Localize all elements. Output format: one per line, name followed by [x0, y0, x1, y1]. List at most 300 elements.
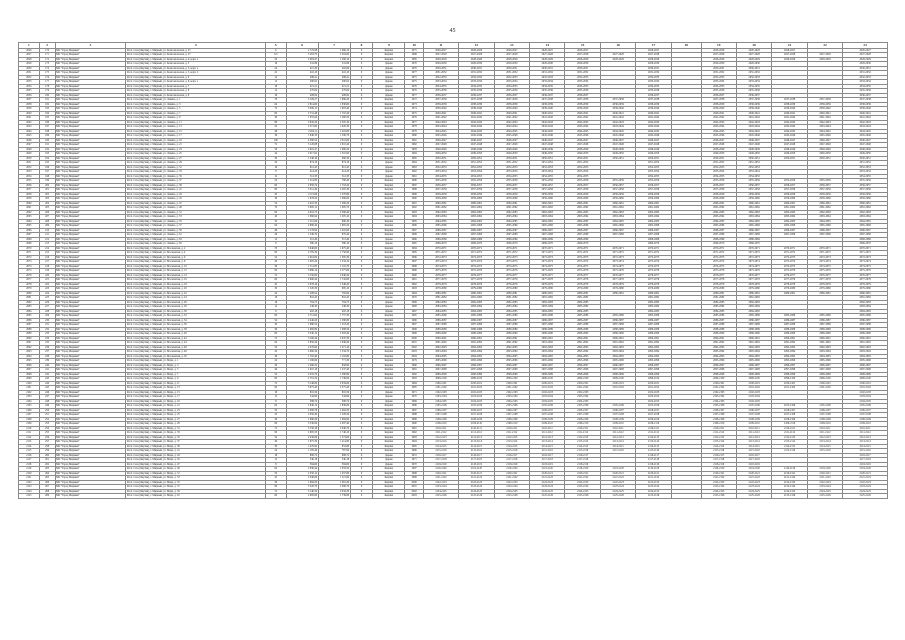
table-cell: 36 [265, 354, 286, 359]
table-cell: 2118-2119 [459, 462, 494, 467]
table-cell: 2102-2103 [459, 390, 494, 395]
table-cell: Дерево [373, 462, 405, 467]
table-cell: 2123-2124 [530, 485, 565, 490]
table-cell: 2040-2041 [807, 111, 842, 116]
table-cell: 2114-2115 [423, 444, 458, 449]
table-cell: 2069-2070 [736, 242, 771, 247]
table-cell: 2118-2119 [565, 462, 600, 467]
table-cell: 172 [39, 57, 55, 62]
table-cell: 2109-2110 [843, 422, 888, 427]
table-cell: 2058-2059 [459, 192, 494, 197]
table-cell: 244 [39, 381, 55, 386]
table-cell: 2048-2049 [600, 147, 635, 152]
table-cell: 1 185,40 [286, 449, 318, 454]
table-cell: 2121-2122 [459, 476, 494, 481]
table-cell: 2028-2029 [530, 57, 565, 62]
table-cell: 2121-2122 [600, 476, 635, 481]
table-cell: 2076-2077 [565, 273, 600, 278]
table-cell: 2120-2121 [772, 471, 807, 476]
table-cell: 2048-2049 [459, 147, 494, 152]
table-cell: МО "Город Мирный" [55, 89, 126, 94]
table-cell: 2028-2029 [423, 57, 458, 62]
table-cell: 0 [350, 215, 373, 220]
table-cell: 2062-2063 [565, 210, 600, 215]
table-cell: 415,21 [318, 84, 350, 89]
table-cell: 2046-2047 [423, 138, 458, 143]
table-cell: Кирпич [373, 201, 405, 206]
table-cell: МО "Город Мирный" [55, 188, 126, 193]
table-cell: 2096-2097 [600, 363, 635, 368]
table-cell: Респ. Саха (Якутия), г. Мирный, ул. Комсомольская, д. 6 [126, 75, 265, 80]
table-cell: 2067-2068 [736, 233, 771, 238]
table-cell: 2109-2110 [600, 422, 635, 427]
table-cell: 1 110,70 [318, 264, 350, 269]
table-cell: 2060 [19, 201, 40, 206]
table-cell: 2 040,66 [286, 476, 318, 481]
table-cell: 2125-2126 [772, 494, 807, 499]
column-header: 10 [405, 43, 423, 49]
table-cell: 2035-2036 [636, 89, 671, 94]
table-cell: 0 [350, 282, 373, 287]
table-cell: 0 [350, 156, 373, 161]
table-cell: 2056-2057 [843, 183, 888, 188]
table-cell: 1 718,20 [318, 183, 350, 188]
table-cell: 1987 [405, 408, 423, 413]
table-cell: 0 [350, 417, 373, 422]
table-cell: 2 410,35 [286, 201, 318, 206]
table-cell: 1 290,10 [318, 57, 350, 62]
table-cell: МО "Город Мирный" [55, 435, 126, 440]
table-cell: 2091-2092 [843, 341, 888, 346]
table-cell: 2091-2092 [736, 341, 771, 346]
table-cell: 2117-2118 [843, 458, 888, 463]
table-cell: 2102-2103 [423, 390, 458, 395]
table-cell: 2074-2075 [772, 264, 807, 269]
table-cell: 2073-2074 [565, 260, 600, 265]
table-cell: 190 [39, 138, 55, 143]
table-cell: 2070-2071 [530, 246, 565, 251]
table-cell: 2097-2098 [701, 368, 736, 373]
table-cell: 2051-2052 [843, 161, 888, 166]
table-cell: 0 [350, 201, 373, 206]
table-cell: 2067-2068 [636, 233, 671, 238]
table-cell: 1993 [405, 210, 423, 215]
table-cell: Кирпич [373, 354, 405, 359]
table-cell: 2112-2113 [565, 435, 600, 440]
table-cell: 36 [265, 264, 286, 269]
table-cell: 2031 [19, 71, 40, 76]
table-cell: Кирпич [373, 48, 405, 53]
table-cell: 2092-2093 [530, 345, 565, 350]
table-cell: 2092-2093 [459, 345, 494, 350]
table-cell: МО "Город Мирный" [55, 291, 126, 296]
table-cell: 0 [350, 84, 373, 89]
table-cell: 2068-2069 [843, 237, 888, 242]
table-cell: 100 [265, 138, 286, 143]
column-header: 11 [423, 43, 458, 49]
table-cell: 2 017,62 [286, 152, 318, 157]
table-cell: Кирпич [373, 345, 405, 350]
table-cell: 2037-2038 [807, 98, 842, 103]
table-cell: 2115-2116 [807, 449, 842, 454]
table-cell: 2026 [19, 48, 40, 53]
table-cell: Респ. Саха (Якутия), г. Мирный, ул. Ленина, д. 21 [126, 143, 265, 148]
table-cell: 2 705,30 [286, 251, 318, 256]
table-cell: 2 040,20 [318, 273, 350, 278]
table-cell: 2057-2058 [636, 188, 671, 193]
table-cell: 2 725,98 [286, 48, 318, 53]
table-cell: 2114-2115 [530, 444, 565, 449]
table-cell: 2097-2098 [772, 368, 807, 373]
table-cell: 2110-2111 [600, 426, 635, 431]
table-cell: 2073-2074 [459, 260, 494, 265]
table-cell: МО "Город Мирный" [55, 350, 126, 355]
table-cell: 548,30 [286, 305, 318, 310]
table-cell: 0 [350, 309, 373, 314]
table-cell: 90 [265, 210, 286, 215]
table-cell: 2081-2082 [636, 296, 671, 301]
table-cell: 2051-2052 [565, 161, 600, 166]
table-cell: 2093-2094 [565, 350, 600, 355]
table-cell: 1 560,20 [318, 201, 350, 206]
table-cell: 0 [350, 206, 373, 211]
table-cell: 200 [39, 183, 55, 188]
table-cell: 2103-2104 [843, 395, 888, 400]
table-cell: 1989 [405, 269, 423, 274]
table-cell: 2102-2103 [636, 390, 671, 395]
table-cell: 1 260,50 [318, 116, 350, 121]
table-cell: 2104-2105 [459, 399, 494, 404]
table-cell: 2079-2080 [459, 287, 494, 292]
table-cell: 2 610,47 [286, 147, 318, 152]
table-cell: 2100-2101 [494, 381, 529, 386]
table-cell: 0 [350, 152, 373, 157]
table-cell: 2043-2044 [565, 125, 600, 130]
table-cell: 229 [39, 314, 55, 319]
table-cell: 2062-2063 [772, 210, 807, 215]
table-cell: Кирпич [373, 192, 405, 197]
table-cell: 2087-2088 [772, 323, 807, 328]
table-cell: 2114-2115 [494, 444, 529, 449]
table-cell: 2083-2084 [636, 305, 671, 310]
table-cell: 2039-2040 [423, 107, 458, 112]
table-cell: 0 [350, 93, 373, 98]
table-cell: 2066-2067 [565, 228, 600, 233]
table-cell: 16 [265, 300, 286, 305]
table-cell: 2120-2121 [530, 471, 565, 476]
table-cell: 2039-2040 [843, 107, 888, 112]
table-cell: 2069-2070 [701, 242, 736, 247]
table-cell: 2040-2041 [459, 111, 494, 116]
table-cell: 233 [39, 332, 55, 337]
table-cell: 2027-2028 [494, 53, 529, 58]
table-cell: 2115-2116 [494, 449, 529, 454]
table-cell: 2 060,34 [286, 350, 318, 355]
column-header: 1 [19, 43, 40, 49]
table-cell: 2099-2100 [459, 377, 494, 382]
table-cell: Респ. Саха (Якутия), г. Мирный, ул. Московская, д. 44 [126, 341, 265, 346]
table-cell: 2106-2107 [807, 408, 842, 413]
table-cell: 2043-2044 [494, 125, 529, 130]
table-cell: 2027-2028 [701, 53, 736, 58]
table-cell: 2065-2066 [600, 224, 635, 229]
table-cell: 2066-2067 [494, 228, 529, 233]
table-cell: 2050-2051 [600, 156, 635, 161]
table-cell: Респ. Саха (Якутия), г. Мирный, ул. Московская, д. 8 [126, 260, 265, 265]
table-cell: 2057-2058 [843, 188, 888, 193]
table-cell: 2075-2076 [843, 269, 888, 274]
table-cell: 208 [39, 219, 55, 224]
table-cell: 2057-2058 [494, 188, 529, 193]
table-cell: 1992 [405, 206, 423, 211]
table-cell: 121 [265, 53, 286, 58]
table-cell: 2118-2119 [843, 462, 888, 467]
table-cell: 80 [265, 188, 286, 193]
table-cell: 2091-2092 [494, 341, 529, 346]
table-cell: 2105-2106 [494, 404, 529, 409]
table-cell: 2116-2117 [459, 453, 494, 458]
table-cell: 2109 [19, 422, 40, 427]
table-cell: Кирпич [373, 440, 405, 445]
table-cell: 2122 [19, 480, 40, 485]
table-cell: 2003 [405, 494, 423, 499]
table-cell: 2087-2088 [459, 323, 494, 328]
table-cell: 540,18 [286, 458, 318, 463]
table-cell: 183 [39, 107, 55, 112]
table-cell: 2030-2031 [843, 66, 888, 71]
table-cell: 2121-2122 [565, 476, 600, 481]
table-cell: Респ. Саха (Якутия), г. Мирный, ул. Мира, д. 21 [126, 404, 265, 409]
table-cell: 2049 [19, 152, 40, 157]
table-cell: 1984 [405, 246, 423, 251]
table-cell: 2026-2027 [565, 48, 600, 53]
table-cell: 1999 [405, 332, 423, 337]
table-cell: 1985 [405, 251, 423, 256]
table-cell: МО "Город Мирный" [55, 161, 126, 166]
table-cell: 1982 [405, 372, 423, 377]
table-cell: 1991 [405, 278, 423, 283]
table-cell: 2050-2051 [494, 156, 529, 161]
table-cell: 1 480,22 [286, 363, 318, 368]
table-cell: Кирпич [373, 269, 405, 274]
table-cell: 2028-2029 [736, 57, 771, 62]
table-cell: 2095-2096 [494, 359, 529, 364]
table-cell: 54 [265, 255, 286, 260]
table-cell: Респ. Саха (Якутия), г. Мирный, ул. Ленина, д. 49 [126, 206, 265, 211]
table-cell: Респ. Саха (Якутия), г. Мирный, ул. Мира, д. 23 [126, 408, 265, 413]
table-cell: 0 [350, 462, 373, 467]
table-cell: 215 [39, 251, 55, 256]
table-cell: 2028-2029 [600, 57, 635, 62]
table-cell: 2042-2043 [423, 120, 458, 125]
table-cell: 2 115,66 [286, 192, 318, 197]
table-cell: 1998 [405, 327, 423, 332]
table-cell: 1963 [405, 165, 423, 170]
table-cell: 2103-2104 [636, 395, 671, 400]
table-cell: 0 [350, 449, 373, 454]
table-cell: Респ. Саха (Якутия), г. Мирный, ул. Московская, д. 26 [126, 300, 265, 305]
table-cell: МО "Город Мирный" [55, 345, 126, 350]
table-cell: 40 [265, 260, 286, 265]
table-cell: 2079-2080 [530, 287, 565, 292]
table-cell: МО "Город Мирный" [55, 66, 126, 71]
table-cell: Респ. Саха (Якутия), г. Мирный, ул. Московская, д. 30 [126, 309, 265, 314]
table-cell: 1 419,80 [318, 129, 350, 134]
table-cell: 2086-2087 [459, 318, 494, 323]
table-cell: 2117-2118 [565, 458, 600, 463]
table-cell: МО "Город Мирный" [55, 485, 126, 490]
table-cell: 2029-2030 [530, 62, 565, 67]
table-cell: 0 [350, 251, 373, 256]
table-cell: Респ. Саха (Якутия), г. Мирный, ул. Мира, д. 7 [126, 372, 265, 377]
table-cell: 2089-2090 [807, 332, 842, 337]
table-cell: 958,90 [318, 363, 350, 368]
table-cell: Кирпич [373, 102, 405, 107]
table-cell: 2072-2073 [736, 255, 771, 260]
table-cell: 2034-2035 [736, 84, 771, 89]
table-cell: 2084-2085 [565, 309, 600, 314]
table-cell: 2074-2075 [736, 264, 771, 269]
table-cell: 0 [350, 363, 373, 368]
table-cell: 2060-2061 [807, 201, 842, 206]
table-cell: 2004 [405, 354, 423, 359]
registry-table [18, 42, 888, 499]
table-cell: 1971 [405, 458, 423, 463]
table-cell: 0 [350, 404, 373, 409]
table-cell: 0 [350, 269, 373, 274]
table-cell: МО "Город Мирный" [55, 278, 126, 283]
table-cell: Кирпич [373, 143, 405, 148]
table-cell: 2075-2076 [772, 269, 807, 274]
table-cell: Респ. Саха (Якутия), г. Мирный, ул. Ленина, д. 63 [126, 237, 265, 242]
table-cell: 209 [39, 224, 55, 229]
table-cell: 2099-2100 [565, 377, 600, 382]
table-cell: 2123-2124 [772, 485, 807, 490]
table-cell: 2093-2094 [736, 350, 771, 355]
table-cell: 2057-2058 [736, 188, 771, 193]
table-cell: 54 [265, 372, 286, 377]
table-cell: 1990 [405, 422, 423, 427]
table-cell: 1 512,06 [286, 219, 318, 224]
table-cell: 2 260,78 [286, 408, 318, 413]
table-cell: 1988 [405, 188, 423, 193]
table-cell: 36 [265, 197, 286, 202]
table-cell: Респ. Саха (Якутия), г. Мирный, ул. Ленина, д. 19 [126, 138, 265, 143]
table-cell: 2085-2086 [459, 314, 494, 319]
table-cell: 380,16 [318, 242, 350, 247]
table-cell: 2039-2040 [772, 107, 807, 112]
table-cell: 2033-2034 [423, 80, 458, 85]
table-cell: 2104-2105 [701, 399, 736, 404]
table-cell: 2109-2110 [807, 422, 842, 427]
table-cell: 2046-2047 [565, 138, 600, 143]
table-cell: 2037-2038 [565, 98, 600, 103]
column-header: 18 [671, 43, 701, 49]
table-cell: МО "Город Мирный" [55, 408, 126, 413]
table-cell: 2045-2046 [636, 134, 671, 139]
table-cell: 2035-2036 [423, 89, 458, 94]
table-cell: Дерево [373, 296, 405, 301]
table-cell: 2097-2098 [423, 368, 458, 373]
table-cell: 2110-2111 [530, 426, 565, 431]
table-cell: 241 [39, 368, 55, 373]
table-cell: Кирпич [373, 53, 405, 58]
table-cell: 2053-2054 [636, 170, 671, 175]
table-cell: Кирпич [373, 417, 405, 422]
table-cell: 2094-2095 [459, 354, 494, 359]
table-cell: 2119-2120 [701, 467, 736, 472]
table-cell: 2040-2041 [701, 111, 736, 116]
table-cell: 2058-2059 [423, 192, 458, 197]
table-cell: 2092-2093 [843, 345, 888, 350]
table-cell: 2037-2038 [423, 98, 458, 103]
table-cell: Респ. Саха (Якутия), г. Мирный, ул. Мира, д. 53 [126, 476, 265, 481]
table-cell: Респ. Саха (Якутия), г. Мирный, ул. Ленина, д. 43 [126, 192, 265, 197]
table-cell: 2047-2048 [600, 143, 635, 148]
table-cell: Респ. Саха (Якутия), г. Мирный, ул. Комсомольская, д. 4, корп. а [126, 57, 265, 62]
table-cell: 2034-2035 [530, 84, 565, 89]
table-cell: 2081-2082 [701, 296, 736, 301]
table-cell: 2058-2059 [736, 192, 771, 197]
table-cell: 2 505,10 [318, 120, 350, 125]
table-cell: 2102-2103 [736, 390, 771, 395]
table-cell: 2092-2093 [565, 345, 600, 350]
table-cell: 2096-2097 [530, 363, 565, 368]
table-cell: 1 690,20 [318, 147, 350, 152]
table-cell: 2056-2057 [701, 183, 736, 188]
table-cell: 2087-2088 [843, 323, 888, 328]
table-cell: 3 150,18 [286, 426, 318, 431]
table-cell: МО "Город Мирный" [55, 84, 126, 89]
table-cell: 2123 [19, 485, 40, 490]
table-cell: 2083-2084 [843, 305, 888, 310]
table-cell: 1984 [405, 381, 423, 386]
table-cell: 2040-2041 [636, 111, 671, 116]
table-cell: 1 750,90 [318, 251, 350, 256]
table-cell: 2082 [19, 300, 40, 305]
table-cell: 18 [265, 84, 286, 89]
column-header: 12 [459, 43, 494, 49]
table-cell: 1993 [405, 435, 423, 440]
table-cell: 2104-2105 [530, 399, 565, 404]
table-cell: 2050-2051 [636, 156, 671, 161]
table-cell: 2064-2065 [459, 219, 494, 224]
table-cell: 2108-2109 [459, 417, 494, 422]
table-cell: 247 [39, 395, 55, 400]
table-cell: 2080-2081 [736, 291, 771, 296]
table-cell: 2026-2027 [772, 48, 807, 53]
table-cell: 2086-2087 [423, 318, 458, 323]
table-cell: Дерево [373, 395, 405, 400]
table-cell: 2002 [405, 345, 423, 350]
table-cell: 2093-2094 [843, 350, 888, 355]
table-cell: Кирпич [373, 264, 405, 269]
table-cell: 0 [350, 408, 373, 413]
table-cell: 2094-2095 [494, 354, 529, 359]
table-cell: 0 [350, 489, 373, 494]
table-cell: 2125-2126 [423, 494, 458, 499]
table-cell: 2115-2116 [772, 449, 807, 454]
table-cell: МО "Город Мирный" [55, 143, 126, 148]
table-cell: 40 [265, 215, 286, 220]
table-cell: 1976 [405, 116, 423, 121]
table-cell: 72 [265, 336, 286, 341]
table-cell: 2034-2035 [459, 84, 494, 89]
table-cell: 3 540,10 [286, 332, 318, 337]
table-cell: 257 [39, 440, 55, 445]
table-cell: 2090-2091 [459, 336, 494, 341]
table-cell: 1983 [405, 377, 423, 382]
